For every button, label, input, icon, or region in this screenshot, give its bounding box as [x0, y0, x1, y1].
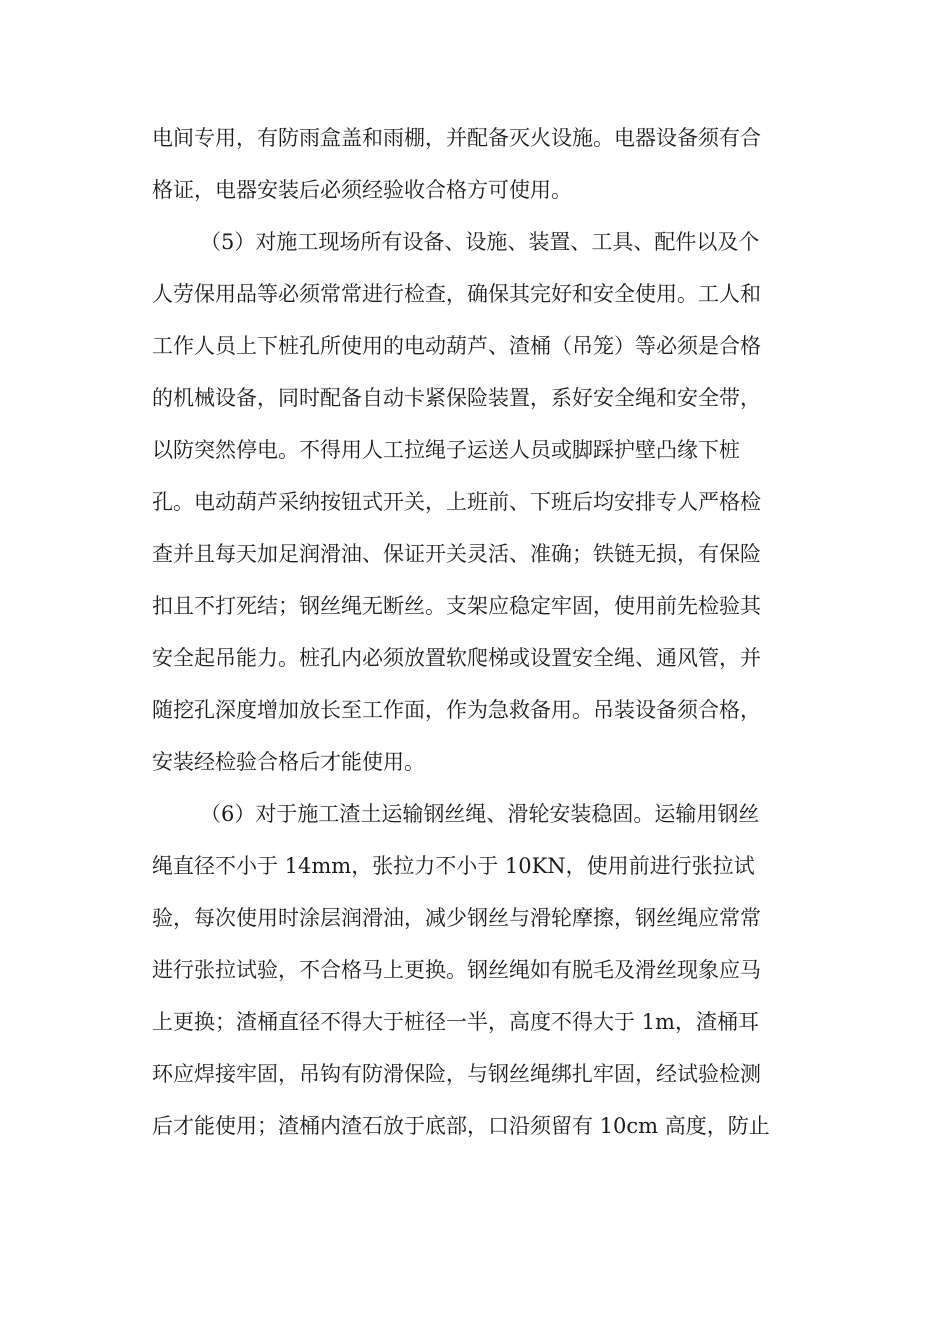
text-line: 随挖孔深度增加放长至工作面，作为急救备用。吊装设备须合格， [152, 698, 761, 722]
text-line: 以防突然停电。不得用人工拉绳子运送人员或脚踩护壁凸缘下桩 [152, 438, 740, 462]
text-line: 安全起吊能力。桩孔内必须放置软爬梯或设置安全绳、通风管，并 [152, 646, 761, 670]
text-line: 工作人员上下桩孔所使用的电动葫芦、渣桶（吊笼）等必须是合格 [152, 334, 761, 358]
text-line: 进行张拉试验，不合格马上更换。钢丝绳如有脱毛及滑丝现象应马 [152, 958, 761, 982]
text-line: 上更换；渣桶直径不得大于桩径一半，高度不得大于 1m，渣桶耳 [152, 1010, 759, 1034]
text-line: 验，每次使用时涂层润滑油，减少钢丝与滑轮摩擦，钢丝绳应常常 [152, 906, 761, 930]
text-line: 扣且不打死结；钢丝绳无断丝。支架应稳定牢固，使用前先检验其 [152, 594, 761, 618]
text-line: 人劳保用品等必须常常进行检查，确保其完好和安全使用。工人和 [152, 282, 761, 306]
text-line: 电间专用，有防雨盒盖和雨棚，并配备灭火设施。电器设备须有合 [152, 126, 761, 150]
text-line: 格证，电器安装后必须经验收合格方可使用。 [152, 178, 572, 202]
text-line: 的机械设备，同时配备自动卡紧保险装置，系好安全绳和安全带， [152, 386, 761, 410]
text-line: 孔。电动葫芦采纳按钮式开关，上班前、下班后均安排专人严格检 [152, 490, 761, 514]
text-line: 查并且每天加足润滑油、保证开关灵活、准确；铁链无损，有保险 [152, 542, 761, 566]
paragraph-start-line: （6）对于施工渣土运输钢丝绳、滑轮安装稳固。运输用钢丝 [200, 802, 760, 826]
body-text [152, 116, 812, 1156]
paragraph-start-line: （5）对施工现场所有设备、设施、装置、工具、配件以及个 [200, 230, 760, 254]
text-line: 绳直径不小于 14mm，张拉力不小于 10KN，使用前进行张拉试 [152, 854, 755, 878]
text-line: 安装经检验合格后才能使用。 [152, 750, 425, 774]
text-line: 环应焊接牢固，吊钩有防滑保险，与钢丝绳绑扎牢固，经试验检测 [152, 1062, 761, 1086]
text-line: 后才能使用；渣桶内渣石放于底部，口沿须留有 10cm 高度，防止 [152, 1114, 770, 1138]
